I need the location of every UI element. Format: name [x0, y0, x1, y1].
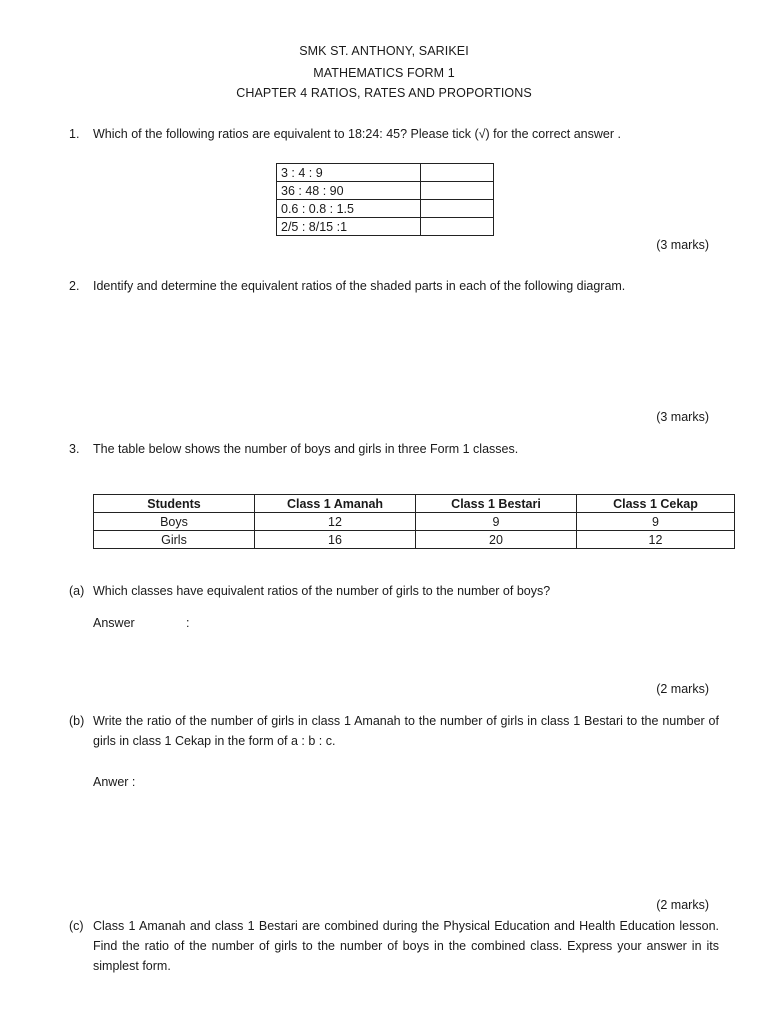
table-cell: 12: [255, 513, 416, 531]
table-cell: 9: [577, 513, 735, 531]
q3a-answer-label: Answer: [93, 616, 135, 630]
q1-tick-cell[interactable]: [421, 218, 494, 236]
q1-option: 3 : 4 : 9: [277, 164, 421, 182]
q2-marks: (3 marks): [656, 410, 709, 424]
q1-option: 0.6 : 0.8 : 1.5: [277, 200, 421, 218]
subject-title: MATHEMATICS FORM 1: [313, 66, 455, 80]
q3b-label: (b): [69, 714, 85, 728]
table-cell: 12: [577, 531, 735, 549]
q3-class-table: [93, 494, 735, 549]
q3-number: 3.: [69, 442, 80, 456]
table-cell: Boys: [94, 513, 255, 531]
school-name: SMK ST. ANTHONY, SARIKEI: [299, 44, 469, 58]
column-header: Class 1 Cekap: [577, 495, 735, 513]
q1-option: 36 : 48 : 90: [277, 182, 421, 200]
q1-options-table: [276, 163, 494, 236]
table-row: [94, 513, 735, 531]
q3c-text: Class 1 Amanah and class 1 Bestari are combined during the Physical Education and Health Education lesson. Find the ratio of the number of girls to the number of boys in the combined class. Express your answer in its simplest form.: [93, 919, 719, 973]
table-cell: 16: [255, 531, 416, 549]
table-row: [277, 182, 494, 200]
q3a-label: (a): [69, 584, 85, 598]
q3b-marks: (2 marks): [656, 898, 709, 912]
q1-tick-cell[interactable]: [421, 200, 494, 218]
q3-text: The table below shows the number of boys and girls in three Form 1 classes.: [93, 442, 519, 456]
table-row: [277, 200, 494, 218]
q2-text: Identify and determine the equivalent ratios of the shaded parts in each of the following diagram.: [93, 279, 626, 293]
q1-marks: (3 marks): [656, 238, 709, 252]
q3a-text: Which classes have equivalent ratios of the number of girls to the number of boys?: [93, 584, 551, 598]
table-row: [277, 218, 494, 236]
q1-tick-cell[interactable]: [421, 182, 494, 200]
table-cell: 9: [416, 513, 577, 531]
chapter-title: CHAPTER 4 RATIOS, RATES AND PROPORTIONS: [236, 86, 532, 100]
q3c-label: (c): [69, 919, 84, 933]
q1-text: Which of the following ratios are equivalent to 18:24: 45? Please tick (√) for the correct answer .: [93, 127, 621, 141]
q3a-answer-colon: :: [186, 616, 190, 630]
column-header: Class 1 Amanah: [255, 495, 416, 513]
q1-tick-cell[interactable]: [421, 164, 494, 182]
table-row: [277, 164, 494, 182]
column-header: Class 1 Bestari: [416, 495, 577, 513]
q2-number: 2.: [69, 279, 80, 293]
q1-number: 1.: [69, 127, 80, 141]
q1-option: 2/5 : 8/15 :1: [277, 218, 421, 236]
table-cell: 20: [416, 531, 577, 549]
column-header: Students: [94, 495, 255, 513]
table-row: [94, 531, 735, 549]
q3b-answer-label: Anwer :: [93, 775, 136, 789]
q3a-marks: (2 marks): [656, 682, 709, 696]
table-cell: Girls: [94, 531, 255, 549]
table-header-row: [94, 495, 735, 513]
q3b-text: Write the ratio of the number of girls in class 1 Amanah to the number of girls in class 1 Bestari to the number of girls in class 1 Cekap in the form of a : b : c.: [93, 714, 719, 748]
